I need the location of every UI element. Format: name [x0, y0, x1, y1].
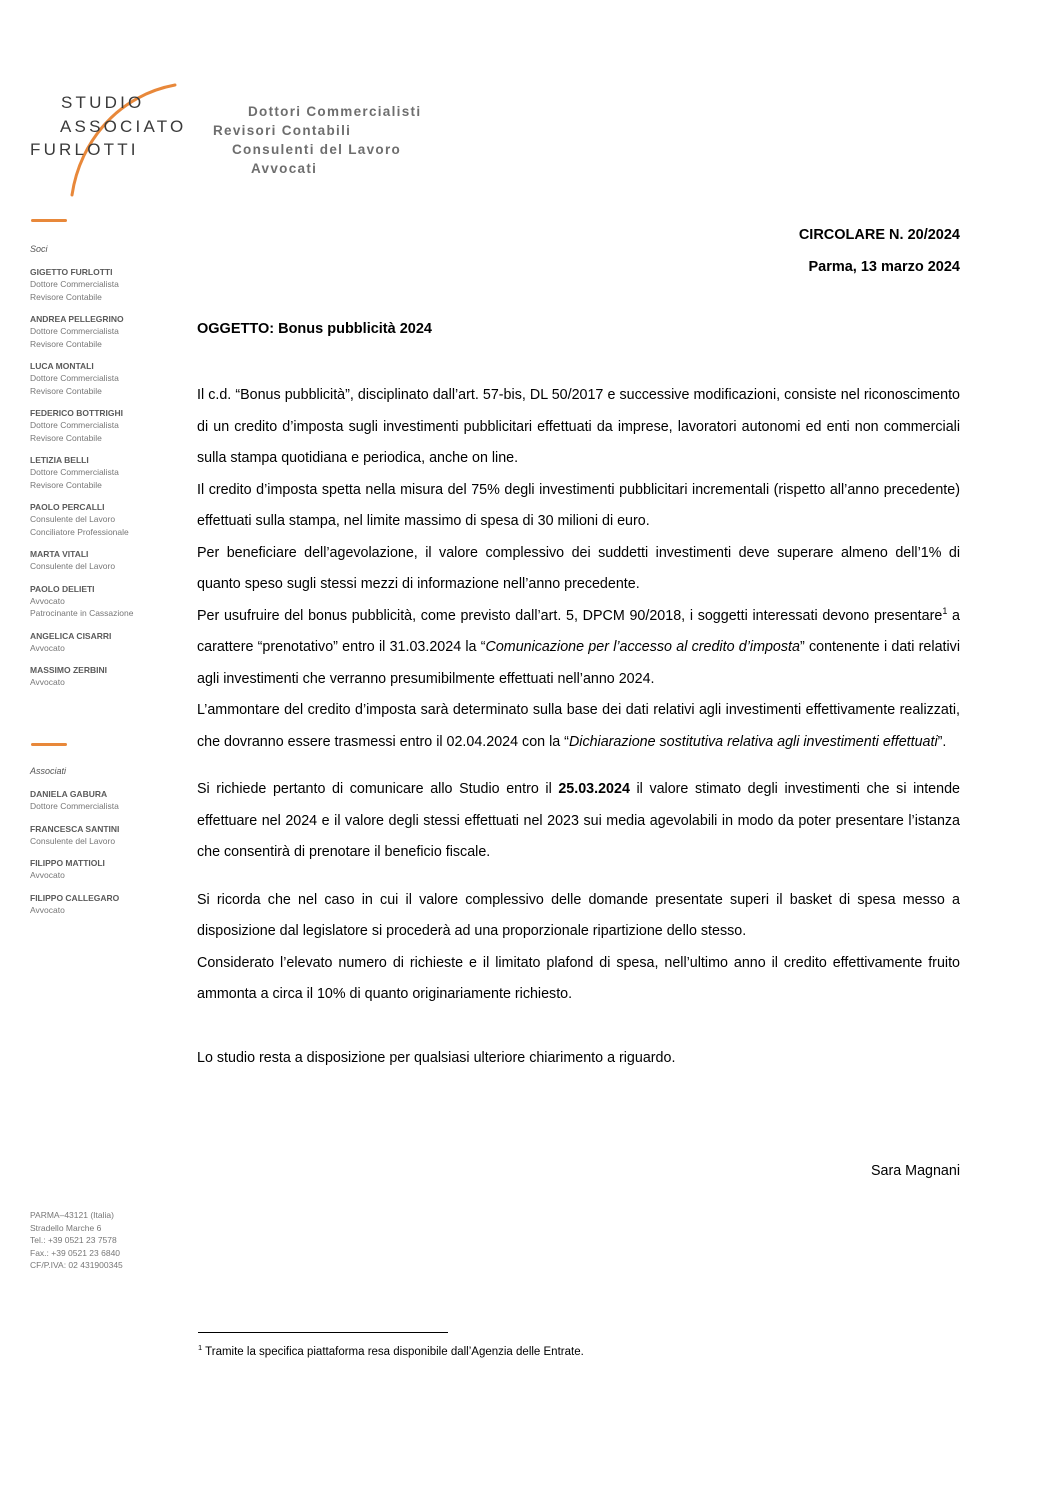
member-role: Avvocato: [30, 870, 65, 880]
member-role: Revisore Contabile: [30, 479, 102, 490]
paragraph: [197, 774, 960, 869]
member-name: LUCA MONTALI: [30, 361, 94, 371]
paragraph: [197, 601, 960, 696]
member-entry: [30, 823, 180, 848]
member-name: PAOLO DELIETI: [30, 583, 95, 594]
member-role: Dottore Commercialista: [30, 467, 119, 477]
address-line: PARMA–43121 (Italia): [30, 1210, 114, 1220]
member-role: Consulente del Lavoro: [30, 835, 116, 846]
associati-list: [30, 766, 180, 926]
paragraph: Considerato l’elevato numero di richieste e il limitato plafond di spesa, nell’ultimo anno il credito effettivamente fruito ammonta a circa il 10% di quanto originariamente richiesto.: [197, 954, 960, 1002]
member-role: Dottore Commercialista: [30, 801, 119, 811]
paragraph: Il c.d. “Bonus pubblicità”, disciplinato dall’art. 57-bis, DL 50/2017 e successive modificazioni, consiste nel riconoscimento di un credito d’imposta sugli investimenti pubblicitari effettuati da imprese, lavoratori autonomi ed enti non commerciali sulla stampa quotidiana e periodica, anche on line.: [197, 387, 960, 466]
member-entry: [30, 454, 180, 491]
member-name: PAOLO PERCALLI: [30, 502, 105, 512]
profession: Revisori Contabili: [213, 123, 352, 138]
professions-list: [213, 102, 421, 178]
profession: Avvocati: [251, 161, 318, 176]
deadline-date: 25.03.2024: [558, 781, 630, 797]
member-entry: [30, 407, 180, 444]
logo-line-studio: STUDIO: [61, 93, 145, 112]
circolare-number: CIRCOLARE N. 20/2024: [798, 227, 960, 243]
member-role: Consulente del Lavoro: [30, 561, 116, 571]
member-entry: [30, 360, 180, 397]
member-name: FILIPPO CALLEGARO: [30, 892, 120, 903]
paragraph: Si ricorda che nel caso in cui il valore complessivo delle domande presentate superi il basket di spesa messo a disposizione dal legislatore si procederà ad una proporzionale ripartizione dello stesso.: [197, 891, 960, 939]
paragraph: [197, 695, 960, 758]
studio-address: [30, 1209, 123, 1272]
text: a carattere “prenotativo” entro il 31.03.2024 la “: [197, 607, 960, 655]
italic-title: Comunicazione per l’accesso al credito d’imposta: [485, 639, 800, 655]
paragraph: Lo studio resta a disposizione per qualsiasi ulteriore chiarimento a riguardo.: [197, 1049, 676, 1066]
member-name: MASSIMO ZERBINI: [30, 665, 107, 675]
accent-divider: [31, 743, 67, 746]
member-role: Revisore Contabile: [30, 432, 102, 443]
member-role: Consulente del Lavoro: [30, 514, 116, 524]
footnote-marker: 1: [198, 1343, 203, 1352]
address-line: CF/P.IVA: 02 431900345: [30, 1260, 123, 1270]
member-role: Revisore Contabile: [30, 385, 102, 396]
member-role: Conciliatore Professionale: [30, 526, 129, 537]
text: il valore stimato degli investimenti che si intende effettuare nel 2024 e il valore degli stessi effettuati nel 2023 sui media agevolabili in modo da poter presentare l’istanza che consentirà di prenotare il beneficio fiscale.: [197, 781, 960, 860]
member-name: ANDREA PELLEGRINO: [30, 314, 124, 324]
member-name: GIGETTO FURLOTTI: [30, 267, 113, 277]
member-role: Dottore Commercialista: [30, 373, 119, 383]
member-name: FEDERICO BOTTRIGHI: [30, 408, 124, 418]
member-entry: [30, 892, 180, 917]
member-entry: [30, 583, 180, 620]
member-role: Revisore Contabile: [30, 338, 102, 349]
studio-logo: [25, 80, 185, 210]
address-line: Fax.: +39 0521 23 6840: [30, 1247, 121, 1258]
member-entry: [30, 664, 180, 689]
paragraph: Il credito d’imposta spetta nella misura del 75% degli investimenti pubblicitari incrementali (rispetto all’anno precedente) effettuati sulla stampa, nel limite massimo di spesa di 30 milioni di euro.: [197, 481, 960, 529]
text: Per usufruire del bonus pubblicità, come previsto dall’art. 5, DPCM 90/2018, i soggetti interessati devono presentare: [197, 607, 943, 624]
text: ” contenente i dati relativi agli investimenti che verranno presumibilmente effettuati nell’anno 2024.: [197, 639, 960, 687]
italic-title: Dichiarazione sostitutiva relativa agli investimenti effettuati: [568, 733, 938, 750]
paragraph: Per beneficiare dell’agevolazione, il valore complessivo dei suddetti investimenti deve superare almeno dell’1% di quanto speso sugli stessi mezzi di informazione nell’anno precedente.: [197, 544, 960, 592]
member-name: FILIPPO MATTIOLI: [30, 858, 105, 868]
footnote-ref[interactable]: 1: [942, 605, 948, 616]
member-entry: [30, 548, 180, 573]
address-line: Stradello Marche 6: [30, 1222, 102, 1233]
member-role: Dottore Commercialista: [30, 326, 119, 336]
text: L’ammontare del credito d’imposta sarà determinato sulla base dei dati relativi agli investimenti effettivamente realizzati, che dovranno essere trasmessi entro il 02.04.2024 con la “: [197, 702, 960, 750]
member-entry: [30, 266, 180, 303]
member-role: Dottore Commercialista: [30, 279, 119, 289]
text: ”.: [937, 733, 947, 750]
associati-heading: Associati: [30, 766, 67, 776]
letter-body: [197, 380, 960, 1074]
member-name: DANIELA GABURA: [30, 789, 108, 799]
member-entry: [30, 788, 180, 813]
member-role: Patrocinante in Cassazione: [30, 608, 134, 618]
profession: Consulenti del Lavoro: [232, 142, 402, 157]
member-role: Avvocato: [30, 595, 65, 606]
member-role: Avvocato: [30, 642, 65, 653]
letter-date: Parma, 13 marzo 2024: [808, 259, 960, 275]
logo-line-associato: ASSOCIATO: [60, 117, 187, 136]
member-role: Revisore Contabile: [30, 291, 102, 302]
logo-line-furlotti: FURLOTTI: [30, 140, 139, 159]
member-entry: [30, 313, 180, 350]
member-name: ANGELICA CISARRI: [30, 630, 112, 641]
member-role: Avvocato: [30, 677, 65, 687]
member-role: Dottore Commercialista: [30, 420, 119, 430]
footnote: [198, 1343, 584, 1358]
accent-divider: [31, 219, 67, 222]
member-name: MARTA VITALI: [30, 549, 89, 559]
member-name: LETIZIA BELLI: [30, 455, 89, 465]
address-line: Tel.: +39 0521 23 7578: [30, 1235, 117, 1245]
footnote-separator: [198, 1332, 448, 1333]
member-role: Avvocato: [30, 904, 65, 915]
signature: Sara Magnani: [870, 1163, 960, 1179]
member-name: FRANCESCA SANTINI: [30, 823, 120, 834]
letter-subject: OGGETTO: Bonus pubblicità 2024: [197, 321, 432, 337]
profession: Dottori Commercialisti: [248, 104, 422, 119]
soci-heading: Soci: [30, 244, 48, 254]
footnote-text: Tramite la specifica piattaforma resa disponibile dall’Agenzia delle Entrate.: [202, 1345, 584, 1358]
soci-list: [30, 244, 180, 699]
member-entry: [30, 630, 180, 655]
member-entry: [30, 501, 180, 538]
member-entry: [30, 857, 180, 882]
text: Si richiede pertanto di comunicare allo Studio entro il: [197, 781, 559, 797]
